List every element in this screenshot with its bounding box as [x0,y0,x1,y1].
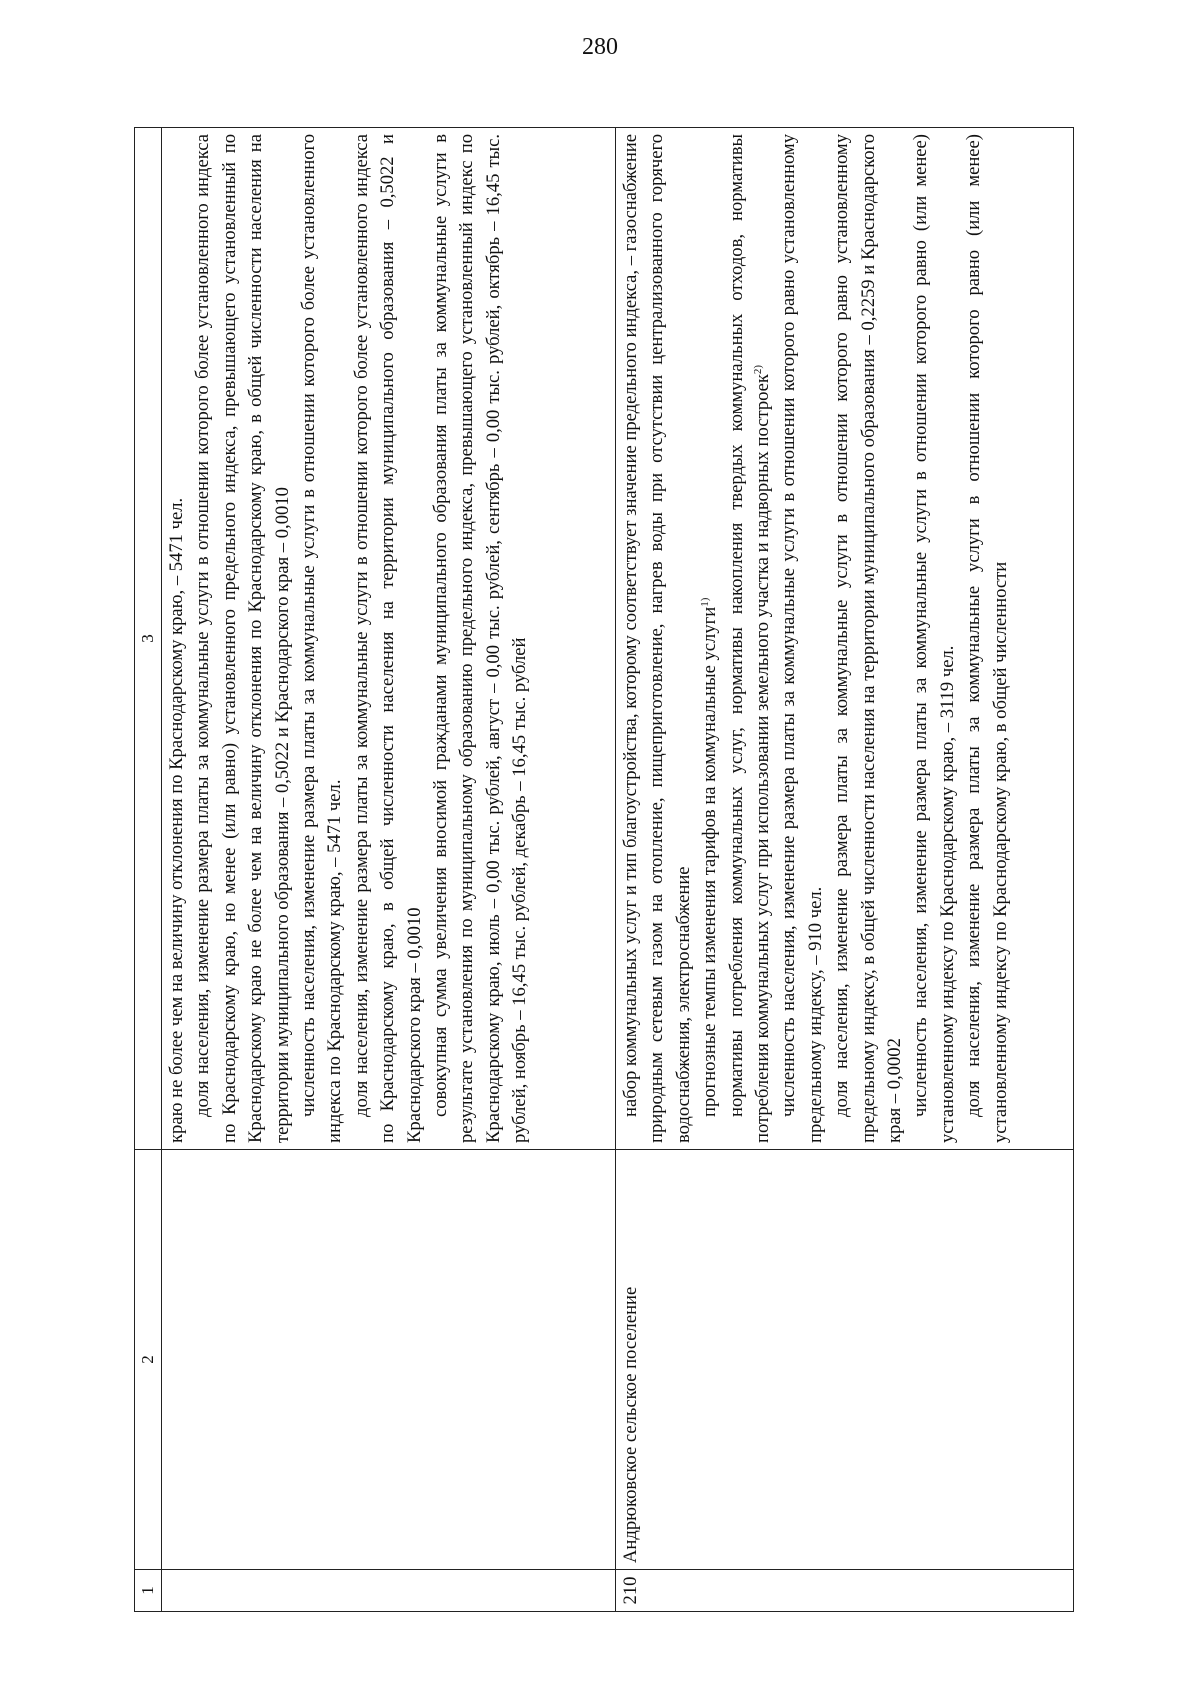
paragraph: численность населения, изменение размера платы за коммунальные услуги в отношении которого равно (или менее) установленному индексу по Краснодарскому краю, – 3119 чел. [910,134,958,1143]
paragraph: доля населения, изменение размера платы за коммунальные услуги в отношении которого равно (или менее) установленному индексу по Краснодарскому краю, в общей численности [963,134,1011,1143]
paragraph: краю не более чем на величину отклонения по Краснодарскому краю, – 5471 чел. [166,497,187,1143]
paragraph-text: нормативы потребления коммунальных услуг, нормативы накопления твердых коммунальных отходов, нормативы потребления коммунальных услуг при использовании земельного участка и надворных построек [725,134,774,1143]
municipality-name-cell [162,1150,616,1570]
description-cell [616,128,1074,1150]
paragraph [697,134,723,1143]
column-header-3: 3 [135,128,162,1150]
municipality-name-cell: Андрюковское сельское поселение [616,1150,1074,1570]
paragraph [724,134,777,1143]
footnote-marker: 2) [751,364,764,375]
data-table [134,127,1074,1612]
footnote-marker: 1) [699,597,712,607]
column-header-1: 1 [135,1570,162,1612]
paragraph: численность населения, изменение размера платы за коммунальные услуги в отношении которого равно установленному предельному индексу, – 910 чел. [778,134,826,1143]
column-header-2: 2 [135,1150,162,1570]
table-row-continued [162,128,616,1612]
paragraph: совокупная сумма увеличения вносимой гражданами муниципального образования платы за коммунальные услуги в результате установления по муниципальному образованию предельного индекса, превышающего установленный индекс по Краснодарскому краю, июль – 0,00 тыс. рублей, август – 0,00 тыс. рублей, сентябрь – 0,00 тыс. рублей, октябрь – 16,45 тыс. рублей, ноябрь – 16,45 тыс. рублей, декабрь – 16,45 тыс. рублей [430,134,531,1143]
paragraph: доля населения, изменение размера платы за коммунальные услуги в отношении которого более установленного индекса по Краснодарскому краю, но менее (или равно) установленного предельного индекса, превышающего установленный по Краснодарскому краю не более чем на величину отклонения по Краснодарскому краю, в общей численности населения на территории муниципального образования – 0,5022 и Краснодарского края – 0,0010 [192,134,293,1143]
table-row-210 [616,128,1074,1612]
description-cell [162,128,616,1150]
page-number: 280 [582,34,618,60]
header-row [135,128,162,1612]
paragraph: численность населения, изменение размера платы за коммунальные услуги в отношении которого более установленного индекса по Краснодарскому краю, – 5471 чел. [298,134,346,1143]
row-number-cell: 210 [616,1570,1074,1612]
paragraph: доля населения, изменение размера платы за коммунальные услуги в отношении которого более установленного индекса по Краснодарскому краю, в общей численности населения на территории муниципального образования – 0,5022 и Краснодарского края – 0,0010 [350,134,425,1143]
rotated-table-wrapper [134,128,1074,1612]
paragraph-text: прогнозные темпы изменения тарифов на коммунальные услуги [699,606,721,1117]
paragraph: набор коммунальных услуг и тип благоустройства, которому соответствует значение предельного индекса, – газоснабжение природным сетевым газом на отопление, пищеприготовление, нагрев воды при отсутствии централизованного горячего водоснабжения, электроснабжение [620,134,694,1143]
row-number-cell [162,1570,616,1612]
paragraph: доля населения, изменение размера платы за коммунальные услуги в отношении которого равно установленному предельному индексу, в общей численности населения на территории муниципального образования – 0,2259 и Краснодарского края – 0,0002 [831,134,906,1143]
